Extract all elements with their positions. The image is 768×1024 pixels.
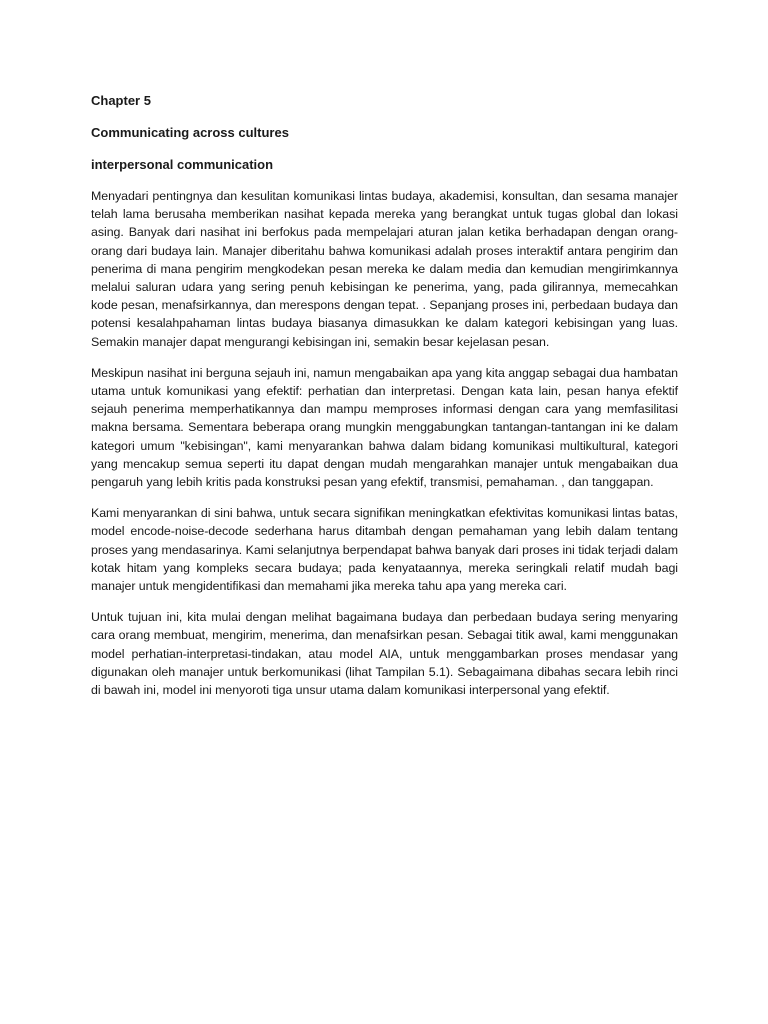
section-subtitle: interpersonal communication [91,157,274,172]
paragraph-1: Menyadari pentingnya dan kesulitan komunikasi lintas budaya, akademisi, konsultan, dan sesama manajer telah lama berusaha memberikan nasihat kepada mereka yang berangkat untuk tugas global dan lokasi asing. Banyak dari nasihat ini berfokus pada mempelajari aturan jalan ketika berhadapan dengan orang-orang dari budaya lain. Manajer diberitahu bahwa komunikasi adalah proses interaktif antara pengirim dan penerima di mana pengirim mengkodekan pesan mereka ke dalam media dan kemudian mengirimkannya melalui saluran udara yang sering penuh kebisingan ke penerima, yang, pada gilirannya, memecahkan kode pesan, menafsirkannya, dan merespons dengan tepat. . Sepanjang proses ini, perbedaan budaya dan potensi kesalahpahaman lintas budaya biasanya dimasukkan ke dalam kategori kebisingan yang luas. Semakin manajer dapat mengurangi kebisingan ini, semakin besar kejelasan pesan. [91,189,678,349]
document-body [91,92,678,712]
paragraph-4: Untuk tujuan ini, kita mulai dengan melihat bagaimana budaya dan perbedaan budaya sering menyaring cara orang membuat, mengirim, menerima, dan menafsirkan pesan. Sebagai titik awal, kami menggunakan model perhatian-interpretasi-tindakan, atau model AIA, untuk menggambarkan proses mendasar yang digunakan oleh manajer untuk berkomunikasi (lihat Tampilan 5.1). Sebagaimana dibahas secara lebih rinci di bawah ini, model ini menyoroti tiga unsur utama dalam komunikasi interpersonal yang efektif. [91,610,678,698]
paragraph-2: Meskipun nasihat ini berguna sejauh ini, namun mengabaikan apa yang kita anggap sebagai dua hambatan utama untuk komunikasi yang efektif: perhatian dan interpretasi. Dengan kata lain, pesan hanya efektif sejauh penerima memperhatikannya dan mampu memproses informasi dengan cara yang memfasilitasi makna bersama. Sementara beberapa orang mungkin menggabungkan tantangan-tantangan ini ke dalam kategori umum "kebisingan", kami menyarankan bahwa dalam bidang komunikasi multikultural, kategori yang mencakup semua seperti itu dapat dengan mudah mengarahkan manajer untuk mengabaikan dua pengaruh yang lebih kritis pada konstruksi pesan yang efektif, transmisi, pemahaman. , dan tanggapan. [91,365,678,490]
chapter-heading: Chapter 5 [91,93,151,108]
paragraph-3: Kami menyarankan di sini bahwa, untuk secara signifikan meningkatkan efektivitas komunikasi lintas batas, model encode-noise-decode sederhana harus ditambah dengan pemahaman yang lebih dalam tentang proses yang mendasarinya. Kami selanjutnya berpendapat bahwa banyak dari proses ini tidak terjadi dalam kotak hitam yang kompleks secara budaya; pada kenyataannya, mereka seringkali relatif mudah bagi manajer untuk mengidentifikasi dan memahami jika mereka tahu apa yang mereka cari. [91,506,678,594]
chapter-title: Communicating across cultures [91,125,289,140]
